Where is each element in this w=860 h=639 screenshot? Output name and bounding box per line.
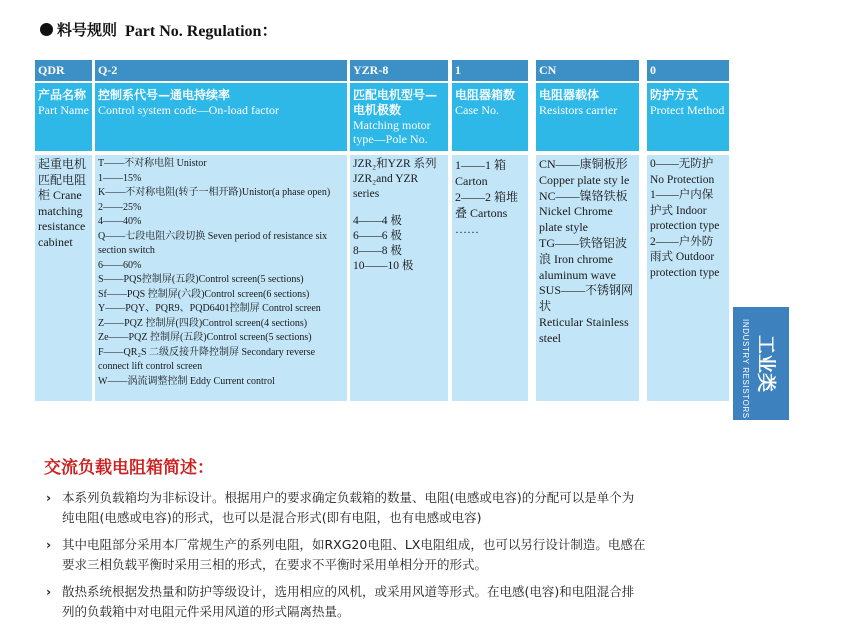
column-line: 起重电机匹配电阻柜 Crane matching resistance cabinet xyxy=(38,157,87,249)
column-line: 叠 Cartons xyxy=(455,206,508,220)
column-line: Q——七段电阻六段切换 Seven period of resistance six section switch xyxy=(98,230,328,256)
column-line: 6——6 极 xyxy=(353,230,402,242)
column-line: protection type xyxy=(650,266,720,279)
column-line: 6——60% xyxy=(98,259,142,271)
column-line: steel xyxy=(539,330,561,345)
column-line: 0——无防护 xyxy=(650,158,714,170)
column-line: 8——8 极 xyxy=(353,245,402,257)
column-code: Q-2 xyxy=(95,60,347,81)
chevron-right-icon: › xyxy=(46,584,52,599)
column-line: Sf——PQS 控制屏(六段)Control screen(6 sections) xyxy=(98,288,310,300)
column-line: No Protection xyxy=(650,173,715,186)
list-item xyxy=(46,488,646,528)
chevron-right-icon: › xyxy=(46,490,52,505)
column-line: JZR₂and YZR xyxy=(353,173,419,185)
column-line: 1——15% xyxy=(98,172,142,184)
industry-resistors-tab[interactable] xyxy=(733,307,789,420)
column-line: 10——10 极 xyxy=(353,260,414,272)
column-label: 控制系代号—通电持续率 Control system code—On-load factor xyxy=(95,83,347,151)
column-line: Ze——PQZ 控制屏(五段)Control screen(5 sections) xyxy=(98,332,312,343)
column-body xyxy=(452,155,528,401)
list-item xyxy=(46,535,646,575)
column-line: 雨式 Outdoor xyxy=(650,251,715,263)
column-line: Copper plate sty le xyxy=(539,172,630,187)
column-line: 状 xyxy=(539,299,552,314)
column-line: SUS——不锈钢网 xyxy=(539,283,634,298)
column-line: 2——25% xyxy=(98,201,142,213)
list-item-text: 本系列负载箱均为非标设计。根据用户的要求确定负载箱的数量、电阻(电感或电容)的分配可以是单个为纯电阻(电感或电容)的形式，也可以是混合形式(即有电阻，也有电感或电容) xyxy=(62,490,635,525)
description-list xyxy=(46,488,646,629)
section-title: 交流负载电阻箱简述： xyxy=(44,458,214,478)
column-line: series xyxy=(353,188,380,200)
column-line: W——涡流调整控制 Eddy Current control xyxy=(98,375,275,387)
column-code: YZR-8 xyxy=(350,60,448,81)
column-line: 护式 Indoor xyxy=(650,204,707,217)
column-line: protection type xyxy=(650,220,720,232)
column-line: F——QR₂S 二级反接升降控制屏 Secondary reverse connect lift control screen xyxy=(98,346,316,372)
column-code: CN xyxy=(536,60,639,81)
column-resistor-carrier xyxy=(536,60,639,401)
column-control-code xyxy=(95,60,347,401)
column-line: 4——4 极 xyxy=(353,215,402,227)
column-motor-type xyxy=(350,60,448,401)
column-line: K——不对称电阻(转子一相开路)Unistor(a phase open) xyxy=(98,187,331,198)
column-line: S——PQS控制屏(五段)Control screen(5 sections) xyxy=(98,274,304,285)
column-line: 浪 Iron chrome xyxy=(539,251,613,266)
column-line: 4——40% xyxy=(98,216,142,227)
list-item xyxy=(46,582,646,622)
column-line: 1——1 箱 xyxy=(455,158,507,172)
column-code: QDR xyxy=(35,60,92,81)
part-no-heading xyxy=(40,18,277,41)
column-line: Reticular Stainless xyxy=(539,314,629,329)
column-line: TG——铁铬铝波 xyxy=(539,235,627,250)
column-body xyxy=(536,155,639,401)
column-body xyxy=(95,155,347,401)
column-label: 防护方式 Protect Method xyxy=(647,83,729,151)
column-case-no xyxy=(452,60,528,401)
bullet-dot-icon xyxy=(40,23,53,36)
column-protect-method xyxy=(647,60,729,401)
chevron-right-icon: › xyxy=(46,537,52,552)
heading-en: Part No. Regulation： xyxy=(125,23,278,40)
heading-cn: 料号规则 xyxy=(57,21,118,39)
column-line: Nickel Chrome xyxy=(539,204,613,219)
column-line: JZR₂和YZR 系列 xyxy=(353,158,437,170)
column-line: …… xyxy=(455,222,479,236)
column-line: plate style xyxy=(539,220,588,235)
column-code: 1 xyxy=(452,60,528,81)
column-line: Y——PQY、PQR9、PQD6401控制屏 Control screen xyxy=(98,303,321,314)
column-line: NC——镍铬铁板 xyxy=(539,188,628,203)
column-label: 产品名称 Part Name xyxy=(35,83,92,151)
column-line: Carton xyxy=(455,174,488,188)
column-line: 2——户外防 xyxy=(650,235,714,248)
list-item-text: 其中电阻部分采用本厂常规生产的系列电阻，如RXG20电阻、LX电阻组成，也可以另行设计制造。电感在要求三相负载平衡时采用三相的形式，在要求不平衡时采用单相分开的形式。 xyxy=(62,537,646,572)
column-line: 1——户内保 xyxy=(650,189,714,201)
column-label: 电阻器箱数 Case No. xyxy=(452,83,528,151)
column-line: T——不对称电阻 Unistor xyxy=(98,158,207,169)
side-tab-en: INDUSTRY RESISTORS xyxy=(741,319,750,419)
column-part-name xyxy=(35,60,92,401)
list-item-text: 散热系统根据发热量和防护等级设计，选用相应的风机，或采用风道等形式。在电感(电容)和电阻混合排列的负载箱中对电阻元件采用风道的形式隔离热量。 xyxy=(62,584,635,619)
column-body xyxy=(647,155,729,401)
column-body xyxy=(350,155,448,401)
side-tab-cn: 工业类 xyxy=(755,335,777,393)
column-line: Z——PQZ 控制屏(四段)Control screen(4 sections) xyxy=(98,317,308,329)
column-line: CN——康铜板形 xyxy=(539,157,628,171)
column-label: 匹配电机型号—电机极数 Matching motor type—Pole No. xyxy=(350,83,448,151)
column-line: 2——2 箱堆 xyxy=(455,190,519,204)
column-label: 电阻器载体 Resistors carrier xyxy=(536,83,639,151)
column-body xyxy=(35,155,92,401)
column-line: aluminum wave xyxy=(539,267,616,282)
column-code: 0 xyxy=(647,60,729,81)
